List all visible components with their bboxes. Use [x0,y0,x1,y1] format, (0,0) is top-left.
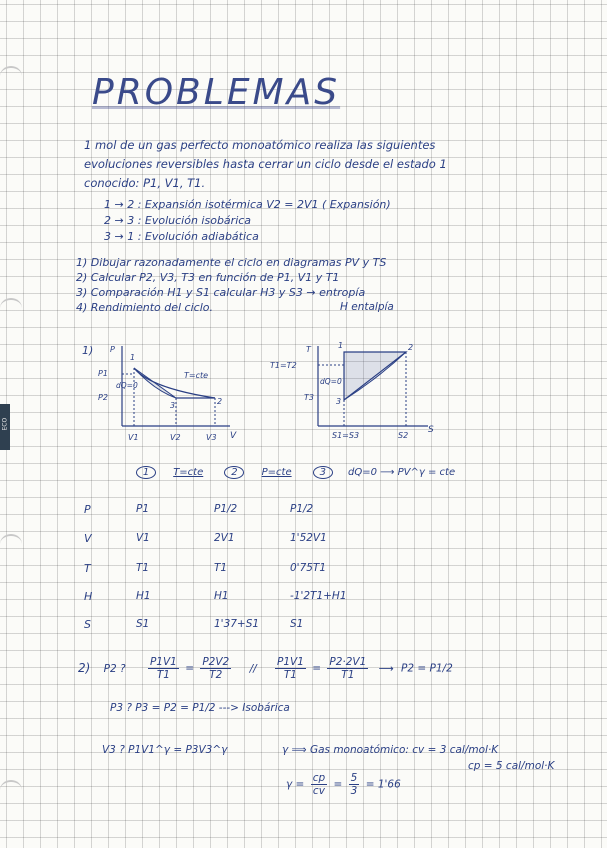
process-3-expr: dQ=0 ⟶ PV^γ = cte [347,467,456,478]
gamma-line-1: γ ⟹ Gas monoatómico: cv = 3 cal/mol·K [282,744,499,756]
calc-label: 2) [78,660,91,675]
fraction-p1v1-t1-b: $\frac{P1V1}{T1}$ [277,656,304,681]
ts-s2: S2 [398,431,409,440]
task-1: 1) Dibujar razonadamente el ciclo en diagramas PV y TS [76,256,387,269]
process-header [136,466,455,479]
pv-v2: V2 [170,433,181,442]
ts-s1: S1=S3 [332,431,360,440]
cell: 1'37+S1 [214,618,260,630]
process-2-expr: P=cte [261,467,292,478]
ts-t1: T1=T2 [270,361,297,370]
pv-p1: P1 [98,369,108,378]
row-label: H [84,590,93,603]
row-label: S [84,618,91,631]
row-label: T [84,562,91,575]
cell: -1'2T1+H1 [290,590,347,602]
process-3-number: 3 [313,466,333,479]
pv-p2: P2 [98,393,108,402]
table-row [0,532,607,552]
ts-x-axis: S [428,425,434,435]
punch-hole-mark [0,66,22,86]
ts-adiabatic-label: dQ=0 [320,377,342,386]
ts-point-2: 2 [408,343,414,352]
ts-diagram [268,338,448,446]
pv-curve-label: T=cte [184,371,209,380]
task-3: 3) Comparación H1 y S1 calcular H3 y S3 → entropía [76,286,366,299]
row-label: P [84,503,91,516]
cell: 1'52V1 [290,532,327,544]
gamma-value: = 1'66 [365,778,401,791]
fraction-p1v1-t1: $\frac{P1V1}{T1}$ [149,656,177,681]
gamma-prefix: γ = [286,778,305,791]
edge-sticker: ECO [0,404,10,450]
pv-point-1: 1 [130,353,136,362]
cell: H1 [214,590,229,602]
gamma-value-line: γ = $\frac{cp}{cv}$ = $\frac{5}{3}$ = 1'66 [286,772,401,797]
fraction-5-3: $\frac{5}{3}$ [350,772,358,797]
cell: T1 [136,562,150,574]
table-row [0,503,607,523]
table-row [0,562,607,582]
cell: V1 [136,532,150,544]
table-row [0,618,607,638]
calc-result: P2 = P1/2 [401,662,453,675]
fraction-p2v2-t2: $\frac{P2V2}{T2}$ [202,656,230,681]
pv-label: 1) [82,344,94,357]
page-title: PROBLEMAS [92,72,341,113]
cell: 0'75T1 [290,562,327,574]
calc-v3-line: V3 ? P1V1^γ = P3V3^γ [102,744,228,756]
fraction-cp-cv: $\frac{cp}{cv}$ [312,772,326,797]
pv-point-3: 3 [170,401,176,410]
punch-hole-mark [0,780,22,800]
statement-line-1: 1 mol de un gas perfecto monoatómico realiza las siguientes [84,138,436,152]
pv-adiabatic-label: dQ=0 [116,381,138,390]
ts-point-1: 1 [338,341,344,350]
fraction-p2-2v1-t1: $\frac{P2\cdot 2V1}{T1}$ [329,656,367,681]
process-1-expr: T=cte [173,467,204,478]
calc-separator: // [249,662,257,675]
calc-p3-line: P3 ? P3 = P2 = P1/2 ---> Isobárica [110,702,290,714]
pv-x-axis: V [230,431,237,441]
cell: P1/2 [290,503,314,515]
pv-y-axis: P [110,345,115,354]
process-1-number: 1 [136,466,156,479]
ts-t3: T3 [304,393,314,402]
cell: 2V1 [214,532,235,544]
task-2: 2) Calcular P2, V3, T3 en función de P1, V1 y T1 [76,271,340,284]
gamma-line-2: cp = 5 cal/mol·K [468,760,555,772]
process-2-number: 2 [224,466,244,479]
ts-y-axis: T [306,345,311,354]
cell: T1 [214,562,228,574]
step-2: 2 → 3 : Evolución isobárica [104,214,252,227]
task-4: 4) Rendimiento del ciclo. [76,301,213,314]
statement-line-2: evoluciones reversibles hasta cerrar un ciclo desde el estado 1 [84,157,447,171]
step-3: 3 → 1 : Evolución adiabática [104,230,259,243]
cell: P1 [136,503,150,515]
pv-v1: V1 [128,433,139,442]
pv-point-2: 2 [217,397,223,406]
calc-p2-line: 2) P2 ? $\frac{P1V1}{T1}$ = $\frac{P2V2}{T2}$ // $\frac{P1V1}{T1}$ = $\frac{P2\cdot 2V1}{T1}$ ⟶ P2 = P1/2 [78,656,453,681]
statement-line-3: conocido: P1, V1, T1. [84,176,206,190]
calc-question: P2 ? [103,662,126,675]
cell: P1/2 [214,503,238,515]
cell: S1 [136,618,150,630]
step-1: 1 → 2 : Expansión isotérmica V2 = 2V1 ( Expansión) [104,198,391,211]
pv-diagram [80,338,250,446]
enthalpy-note: H entalpía [340,301,394,313]
table-row [0,590,607,610]
cell: H1 [136,590,151,602]
cell: S1 [290,618,304,630]
punch-hole-mark [0,298,22,318]
pv-v3: V3 [206,433,217,442]
ts-point-3: 3 [336,397,342,406]
row-label: V [84,532,92,545]
